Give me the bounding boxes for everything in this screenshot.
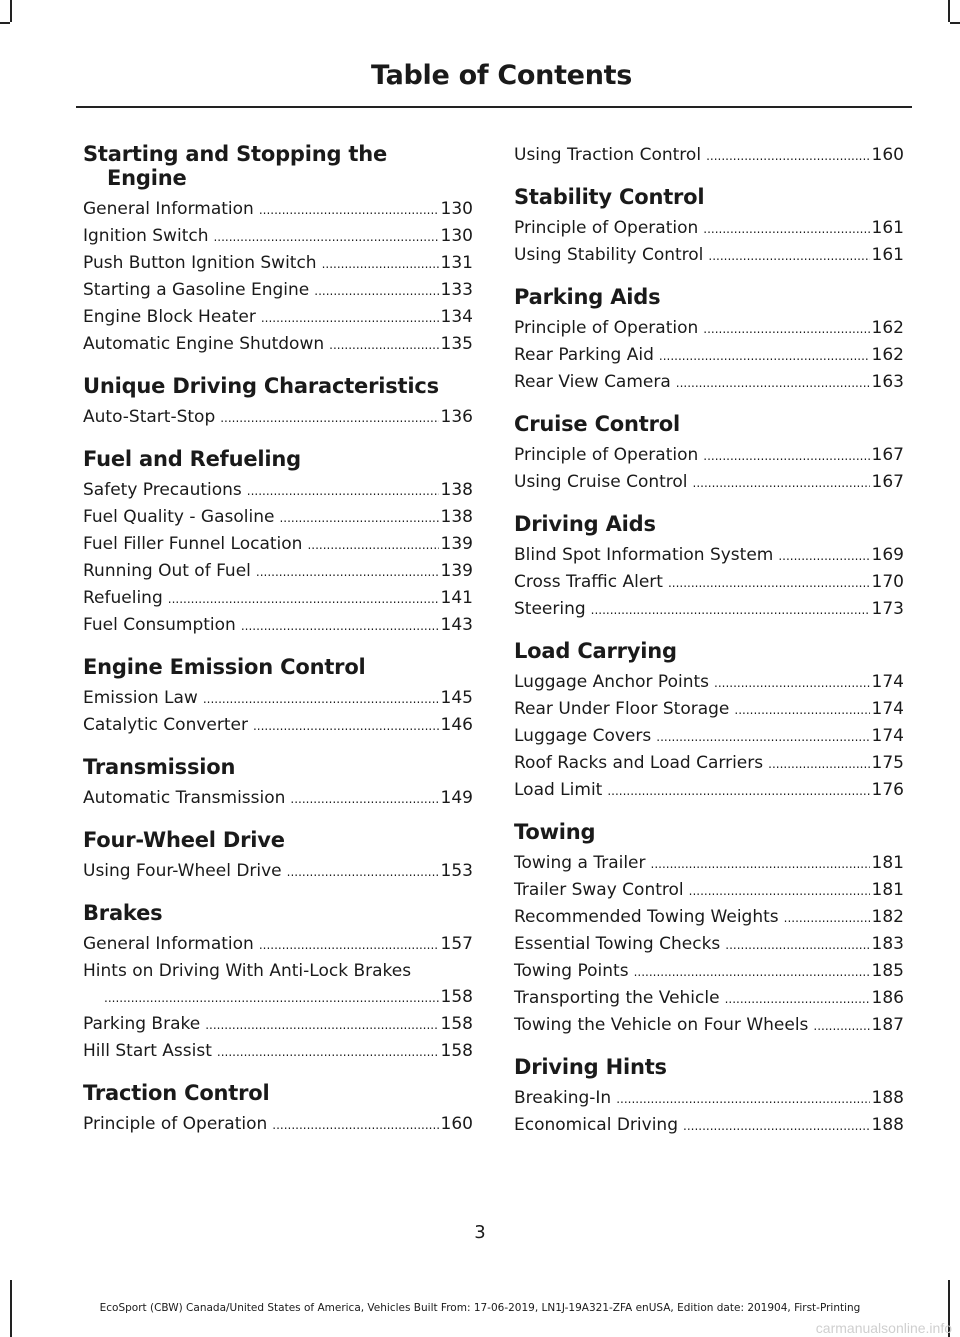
toc-entry[interactable] — [83, 685, 473, 712]
toc-entry-page: 187 — [871, 1015, 904, 1035]
dot-leader — [813, 1012, 869, 1039]
toc-entry-title: Steering — [514, 599, 586, 619]
toc-section — [514, 623, 904, 804]
toc-entry[interactable] — [83, 1011, 473, 1038]
section-spacer — [83, 639, 473, 655]
dot-leader — [217, 1038, 439, 1065]
toc-entry-page: 174 — [871, 699, 904, 719]
section-heading-line: Cruise Control — [514, 412, 680, 436]
toc-section — [83, 358, 473, 431]
dot-leader — [656, 723, 869, 750]
toc-entry[interactable] — [83, 531, 473, 558]
dot-leader — [253, 712, 439, 739]
toc-entry[interactable] — [83, 196, 473, 223]
dot-leader — [703, 315, 869, 342]
toc-section — [83, 739, 473, 812]
dot-leader — [259, 931, 439, 958]
toc-entry[interactable] — [83, 477, 473, 504]
toc-entry[interactable] — [514, 442, 904, 469]
toc-entry[interactable] — [514, 469, 904, 496]
toc-entry-title: Towing a Trailer — [514, 853, 646, 873]
toc-entry-page: 182 — [871, 907, 904, 927]
toc-entry-page: 139 — [440, 534, 473, 554]
section-heading-line: Starting and Stopping the — [83, 142, 388, 166]
toc-entry[interactable] — [83, 858, 473, 885]
toc-entry-title: Principle of Operation — [514, 218, 699, 238]
toc-entry-title: Automatic Transmission — [83, 788, 286, 808]
toc-entry-page: 138 — [440, 480, 473, 500]
dot-leader — [725, 931, 869, 958]
toc-entry-title: Essential Towing Checks — [514, 934, 721, 954]
dot-leader — [307, 531, 438, 558]
section-heading — [83, 1081, 473, 1105]
section-spacer — [514, 269, 904, 285]
dot-leader — [241, 612, 439, 639]
section-spacer — [514, 396, 904, 412]
toc-entry-title: General Information — [83, 199, 254, 219]
toc-entry[interactable] — [514, 777, 904, 804]
toc-entry[interactable] — [83, 331, 473, 358]
toc-entry-page: 169 — [871, 545, 904, 565]
toc-entry-page: 133 — [440, 280, 473, 300]
toc-entry-title: Rear Parking Aid — [514, 345, 654, 365]
section-heading-line: Traction Control — [83, 1081, 270, 1105]
dot-leader — [708, 242, 869, 269]
section-heading — [83, 901, 473, 925]
dot-leader — [784, 904, 870, 931]
toc-entry-page: 186 — [871, 988, 904, 1008]
toc-section — [83, 885, 473, 1065]
toc-entry-title: Trailer Sway Control — [514, 880, 684, 900]
toc-entry[interactable] — [83, 250, 473, 277]
toc-entry-page: 139 — [440, 561, 473, 581]
dot-leader — [329, 331, 438, 358]
section-heading-line: Load Carrying — [514, 639, 677, 663]
toc-entry[interactable] — [514, 750, 904, 777]
toc-entry-page: 160 — [440, 1114, 473, 1134]
toc-entry-page: 160 — [871, 145, 904, 165]
dot-leader — [634, 958, 870, 985]
toc-right-column — [514, 142, 904, 1139]
toc-entry-title: Luggage Covers — [514, 726, 652, 746]
section-spacer — [514, 169, 904, 185]
dot-leader — [607, 777, 869, 804]
section-spacer — [514, 623, 904, 639]
toc-entry[interactable] — [514, 1085, 904, 1112]
dot-leader — [659, 342, 870, 369]
toc-entry[interactable] — [514, 542, 904, 569]
dot-leader — [591, 596, 870, 623]
section-heading — [514, 639, 904, 663]
toc-entry[interactable] — [83, 931, 473, 958]
section-spacer — [514, 496, 904, 512]
toc-entry-title: General Information — [83, 934, 254, 954]
page-title: Table of Contents — [370, 60, 632, 91]
toc-section — [83, 812, 473, 885]
section-heading-line: Engine — [107, 166, 187, 190]
toc-section — [514, 142, 904, 169]
toc-entry-page: 157 — [440, 934, 473, 954]
toc-entry[interactable] — [83, 958, 473, 1011]
section-spacer — [83, 431, 473, 447]
toc-entry-title: Automatic Engine Shutdown — [83, 334, 325, 354]
section-spacer — [83, 739, 473, 755]
toc-entry-title: Using Four-Wheel Drive — [83, 861, 282, 881]
section-spacer — [83, 1065, 473, 1081]
section-heading — [83, 447, 473, 471]
toc-entry-page: 153 — [440, 861, 473, 881]
section-heading — [83, 755, 473, 779]
dot-leader — [768, 750, 869, 777]
toc-entry-title: Catalytic Converter — [83, 715, 248, 735]
toc-entry-page: 185 — [871, 961, 904, 981]
toc-entry-title: Fuel Filler Funnel Location — [83, 534, 303, 554]
dot-leader — [168, 585, 439, 612]
toc-entry[interactable] — [83, 504, 473, 531]
dot-leader — [290, 785, 438, 812]
toc-entry-title: Load Limit — [514, 780, 603, 800]
toc-entry-page: 162 — [871, 345, 904, 365]
section-heading-line: Driving Hints — [514, 1055, 667, 1079]
toc-entry-page: 134 — [440, 307, 473, 327]
section-heading — [514, 820, 904, 844]
toc-entry-title: Starting a Gasoline Engine — [83, 280, 310, 300]
toc-entry-page: 146 — [440, 715, 473, 735]
toc-entry[interactable] — [514, 342, 904, 369]
toc-entry-page: 161 — [871, 245, 904, 265]
dot-leader — [279, 504, 438, 531]
toc-entry-title: Using Stability Control — [514, 245, 704, 265]
dot-leader — [213, 223, 438, 250]
toc-entry[interactable] — [83, 612, 473, 639]
toc-entry-title: Rear Under Floor Storage — [514, 699, 730, 719]
section-heading — [514, 512, 904, 536]
toc-entry-title: Engine Block Heater — [83, 307, 256, 327]
toc-entry[interactable] — [83, 785, 473, 812]
dot-leader — [287, 858, 439, 885]
toc-entry[interactable] — [514, 904, 904, 931]
section-heading-line: Stability Control — [514, 185, 705, 209]
toc-section — [83, 142, 473, 358]
toc-entry-page: 181 — [871, 880, 904, 900]
toc-entry-title: Roof Racks and Load Carriers — [514, 753, 764, 773]
toc-entry-page: 149 — [440, 788, 473, 808]
toc-entry-page: 161 — [871, 218, 904, 238]
toc-entry-page: 174 — [871, 672, 904, 692]
toc-entry-title: Economical Driving — [514, 1115, 678, 1135]
toc-entry[interactable] — [514, 669, 904, 696]
toc-entry-title: Fuel Quality - Gasoline — [83, 507, 275, 527]
toc-entry-title: Blind Spot Information System — [514, 545, 774, 565]
section-spacer — [83, 885, 473, 901]
section-heading-line: Towing — [514, 820, 596, 844]
section-heading — [514, 412, 904, 436]
toc-entry-page: 162 — [871, 318, 904, 338]
toc-entry-page: 158 — [440, 1041, 473, 1061]
toc-entry[interactable] — [514, 850, 904, 877]
dot-leader — [693, 469, 870, 496]
toc-section — [83, 431, 473, 639]
section-spacer — [514, 1039, 904, 1055]
dot-leader — [272, 1111, 438, 1138]
dot-leader — [104, 984, 439, 1011]
toc-entry-page: 135 — [440, 334, 473, 354]
section-heading — [83, 374, 473, 398]
toc-entry-page: 136 — [440, 407, 473, 427]
dot-leader — [725, 985, 870, 1012]
crop-mark — [950, 22, 960, 24]
dot-leader — [676, 369, 870, 396]
toc-entry-title: Recommended Towing Weights — [514, 907, 779, 927]
toc-section — [514, 804, 904, 1039]
toc-entry[interactable] — [514, 215, 904, 242]
toc-section — [514, 396, 904, 496]
toc-entry[interactable] — [83, 277, 473, 304]
toc-entry[interactable] — [83, 1038, 473, 1065]
dot-leader — [220, 404, 438, 431]
toc-left-column — [83, 142, 473, 1138]
toc-entry-title: Emission Law — [83, 688, 198, 708]
toc-entry[interactable] — [83, 558, 473, 585]
toc-entry-title: Rear View Camera — [514, 372, 671, 392]
dot-leader — [668, 569, 870, 596]
toc-entry-title: Safety Precautions — [83, 480, 242, 500]
toc-entry-page: 131 — [440, 253, 473, 273]
toc-entry-title: Running Out of Fuel — [83, 561, 251, 581]
dot-leader — [259, 196, 439, 223]
toc-entry-title: Towing Points — [514, 961, 629, 981]
toc-entry-title: Ignition Switch — [83, 226, 209, 246]
toc-entry-page: 176 — [871, 780, 904, 800]
toc-entry-page: 145 — [440, 688, 473, 708]
toc-entry-page: 170 — [871, 572, 904, 592]
toc-entry[interactable] — [514, 242, 904, 269]
toc-entry[interactable] — [83, 1111, 473, 1138]
toc-entry[interactable] — [514, 723, 904, 750]
toc-entry-page: 141 — [440, 588, 473, 608]
toc-entry-title: Transporting the Vehicle — [514, 988, 720, 1008]
toc-entry-page: 158 — [440, 987, 473, 1007]
toc-entry-title: Principle of Operation — [514, 318, 699, 338]
toc-entry-title: Principle of Operation — [83, 1114, 268, 1134]
dot-leader — [703, 215, 869, 242]
section-heading-line: Brakes — [83, 901, 163, 925]
toc-entry[interactable] — [514, 1012, 904, 1039]
toc-entry[interactable] — [514, 569, 904, 596]
toc-entry[interactable] — [83, 304, 473, 331]
toc-entry-title: Using Cruise Control — [514, 472, 688, 492]
toc-section — [514, 169, 904, 269]
toc-entry[interactable] — [514, 1112, 904, 1139]
toc-entry-page: 143 — [440, 615, 473, 635]
dot-leader — [616, 1085, 869, 1112]
section-heading-line: Fuel and Refueling — [83, 447, 301, 471]
toc-entry-title: Cross Traffic Alert — [514, 572, 663, 592]
toc-entry[interactable] — [514, 369, 904, 396]
toc-entry-page: 188 — [871, 1088, 904, 1108]
dot-leader — [651, 850, 870, 877]
dot-leader — [322, 250, 439, 277]
dot-leader — [205, 1011, 438, 1038]
toc-entry[interactable] — [514, 985, 904, 1012]
dot-leader — [734, 696, 869, 723]
dot-leader — [314, 277, 438, 304]
dot-leader — [203, 685, 439, 712]
toc-entry-page: 188 — [871, 1115, 904, 1135]
dot-leader — [261, 304, 439, 331]
toc-entry-title: Refueling — [83, 588, 163, 608]
toc-entry-page: 183 — [871, 934, 904, 954]
toc-entry-title: Towing the Vehicle on Four Wheels — [514, 1015, 809, 1035]
dot-leader — [706, 142, 869, 169]
toc-entry-title: Fuel Consumption — [83, 615, 236, 635]
section-heading-line: Four-Wheel Drive — [83, 828, 285, 852]
toc-entry[interactable] — [514, 142, 904, 169]
toc-section — [514, 269, 904, 396]
watermark: carmanualsonline.info — [815, 1320, 952, 1336]
dot-leader — [247, 477, 439, 504]
toc-entry-page: 138 — [440, 507, 473, 527]
toc-entry-title: Hill Start Assist — [83, 1041, 212, 1061]
toc-entry-title: Parking Brake — [83, 1014, 201, 1034]
toc-entry-title: Auto-Start-Stop — [83, 407, 216, 427]
toc-entry-page: 163 — [871, 372, 904, 392]
toc-entry[interactable] — [83, 585, 473, 612]
dot-leader — [778, 542, 869, 569]
toc-entry-page: 181 — [871, 853, 904, 873]
toc-entry[interactable] — [514, 877, 904, 904]
toc-entry[interactable] — [514, 696, 904, 723]
toc-entry-title: Breaking-In — [514, 1088, 612, 1108]
toc-entry-title: Push Button Ignition Switch — [83, 253, 317, 273]
toc-entry-page: 174 — [871, 726, 904, 746]
toc-section — [83, 1065, 473, 1138]
section-spacer — [83, 812, 473, 828]
toc-entry-page: 130 — [440, 199, 473, 219]
dot-leader — [703, 442, 869, 469]
section-heading-line: Parking Aids — [514, 285, 661, 309]
toc-entry-page: 158 — [440, 1014, 473, 1034]
dot-leader — [256, 558, 439, 585]
toc-entry-title: Using Traction Control — [514, 145, 702, 165]
section-heading-line: Unique Driving Characteristics — [83, 374, 439, 398]
toc-entry-page: 167 — [871, 472, 904, 492]
toc-entry-title: Luggage Anchor Points — [514, 672, 709, 692]
section-heading-line: Engine Emission Control — [83, 655, 366, 679]
toc-entry[interactable] — [83, 223, 473, 250]
dot-leader — [714, 669, 870, 696]
section-spacer — [514, 804, 904, 820]
toc-entry-title: Principle of Operation — [514, 445, 699, 465]
toc-entry[interactable] — [83, 404, 473, 431]
toc-entry[interactable] — [83, 712, 473, 739]
toc-section — [514, 496, 904, 623]
toc-entry[interactable] — [514, 596, 904, 623]
section-heading-line: Driving Aids — [514, 512, 656, 536]
section-spacer — [83, 358, 473, 374]
toc-entry[interactable] — [514, 315, 904, 342]
page-number: 3 — [474, 1222, 486, 1243]
section-heading — [83, 142, 473, 190]
toc-entry[interactable] — [514, 958, 904, 985]
crop-mark — [10, 0, 12, 22]
footer-edition-info: EcoSport (CBW) Canada/United States of America, Vehicles Built From: 17-06-2019, LN1J-19A321-ZFA enUSA, Edition date: 201904, First-Printing — [99, 1302, 861, 1314]
section-heading — [514, 285, 904, 309]
header-divider — [76, 106, 912, 108]
section-heading — [514, 185, 904, 209]
toc-entry-page: 173 — [871, 599, 904, 619]
section-heading-line: Transmission — [83, 755, 236, 779]
dot-leader — [683, 1112, 870, 1139]
toc-entry-continuation — [83, 984, 473, 1011]
section-heading — [83, 655, 473, 679]
toc-entry-page: 130 — [440, 226, 473, 246]
toc-entry-title: Hints on Driving With Anti-Lock Brakes — [83, 961, 412, 981]
toc-entry[interactable] — [514, 931, 904, 958]
section-heading — [514, 1055, 904, 1079]
toc-entry-page: 175 — [871, 753, 904, 773]
dot-leader — [689, 877, 870, 904]
toc-section — [83, 639, 473, 739]
toc-section — [514, 1039, 904, 1139]
crop-mark — [0, 22, 10, 24]
toc-entry-page: 167 — [871, 445, 904, 465]
section-heading — [83, 828, 473, 852]
crop-mark — [948, 0, 950, 22]
